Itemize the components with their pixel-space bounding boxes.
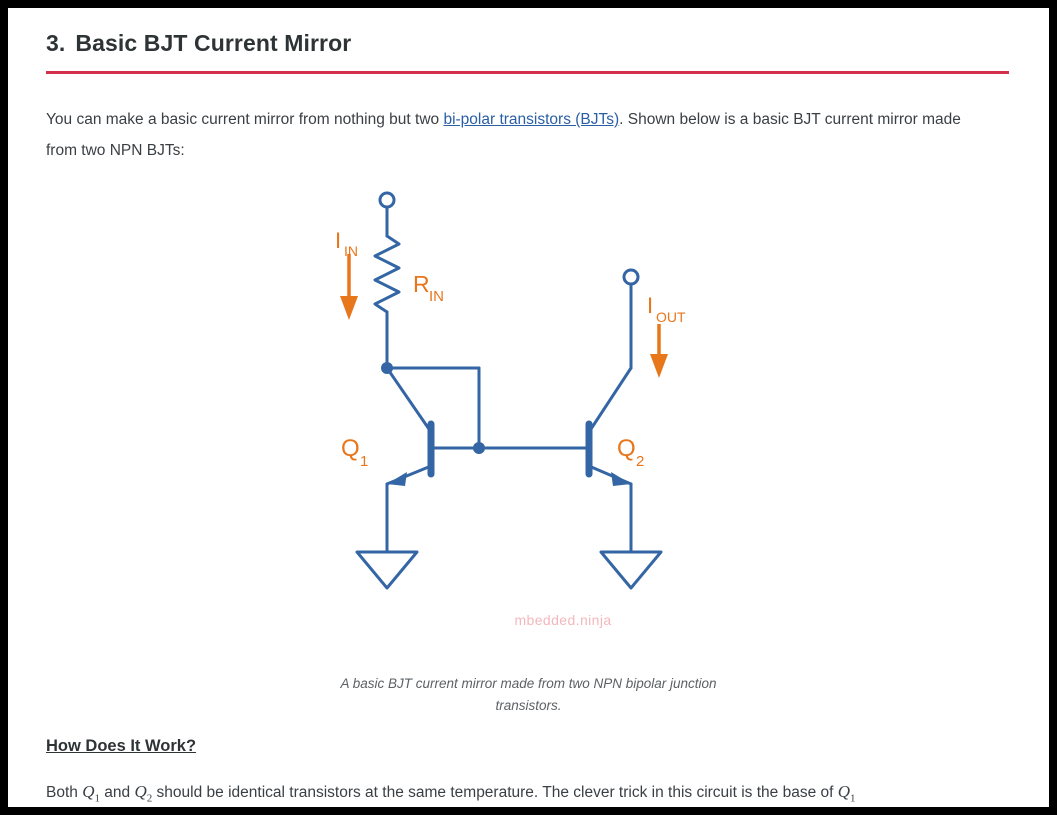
intro-text-before-link: You can make a basic current mirror from nothing but two [46, 111, 444, 128]
document-page [8, 8, 1049, 807]
document-content [8, 8, 1049, 807]
i-in-sub-label: IN [343, 243, 358, 259]
figure-caption: A basic BJT current mirror made from two NPN bipolar junction transistors. [340, 676, 717, 713]
closing-paragraph [46, 776, 994, 807]
page-title [46, 30, 1011, 71]
figure-block [46, 184, 1011, 717]
schematic-figure [319, 184, 739, 664]
closing-text-2: and [99, 784, 135, 801]
closing-text-1: Both [46, 784, 83, 801]
q1-emitter-arrow [387, 472, 407, 486]
q2-emitter-arrow [611, 472, 631, 486]
section-title: Basic BJT Current Mirror [75, 30, 352, 56]
q1-inline-var-2: $Q_1$ [837, 782, 856, 805]
section-number: 3. [46, 30, 66, 56]
intro-text-after-link: . Shown below is a basic BJT current mirror made from two NPN BJTs: [46, 111, 961, 159]
closing-text-3: should be identical transistors at the same temperature. The clever trick in this circuit is the base of [152, 784, 838, 801]
r-in-label: R [412, 271, 430, 297]
current-mirror-schematic [319, 184, 739, 664]
r-in-sub-label: IN [428, 288, 444, 305]
q1-inline-var: $Q_1$ [82, 782, 100, 805]
watermark-text: mbedded.ninja [514, 612, 612, 628]
q1-sub-label: 1 [359, 453, 368, 470]
heading-divider [46, 71, 1009, 74]
q2-sub-label: 2 [635, 453, 644, 470]
q1-label: Q [340, 435, 360, 462]
i-out-sub-label: OUT [655, 309, 686, 325]
q2-label: Q [616, 435, 636, 462]
intro-paragraph [46, 104, 994, 166]
q2-inline-var: $Q_2$ [134, 782, 153, 805]
bjt-link[interactable]: bi-polar transistors (BJTs) [443, 111, 620, 128]
i-out-label: I [646, 293, 653, 318]
i-in-label: I [334, 228, 341, 253]
subsection-heading: How Does It Work? [46, 737, 197, 755]
